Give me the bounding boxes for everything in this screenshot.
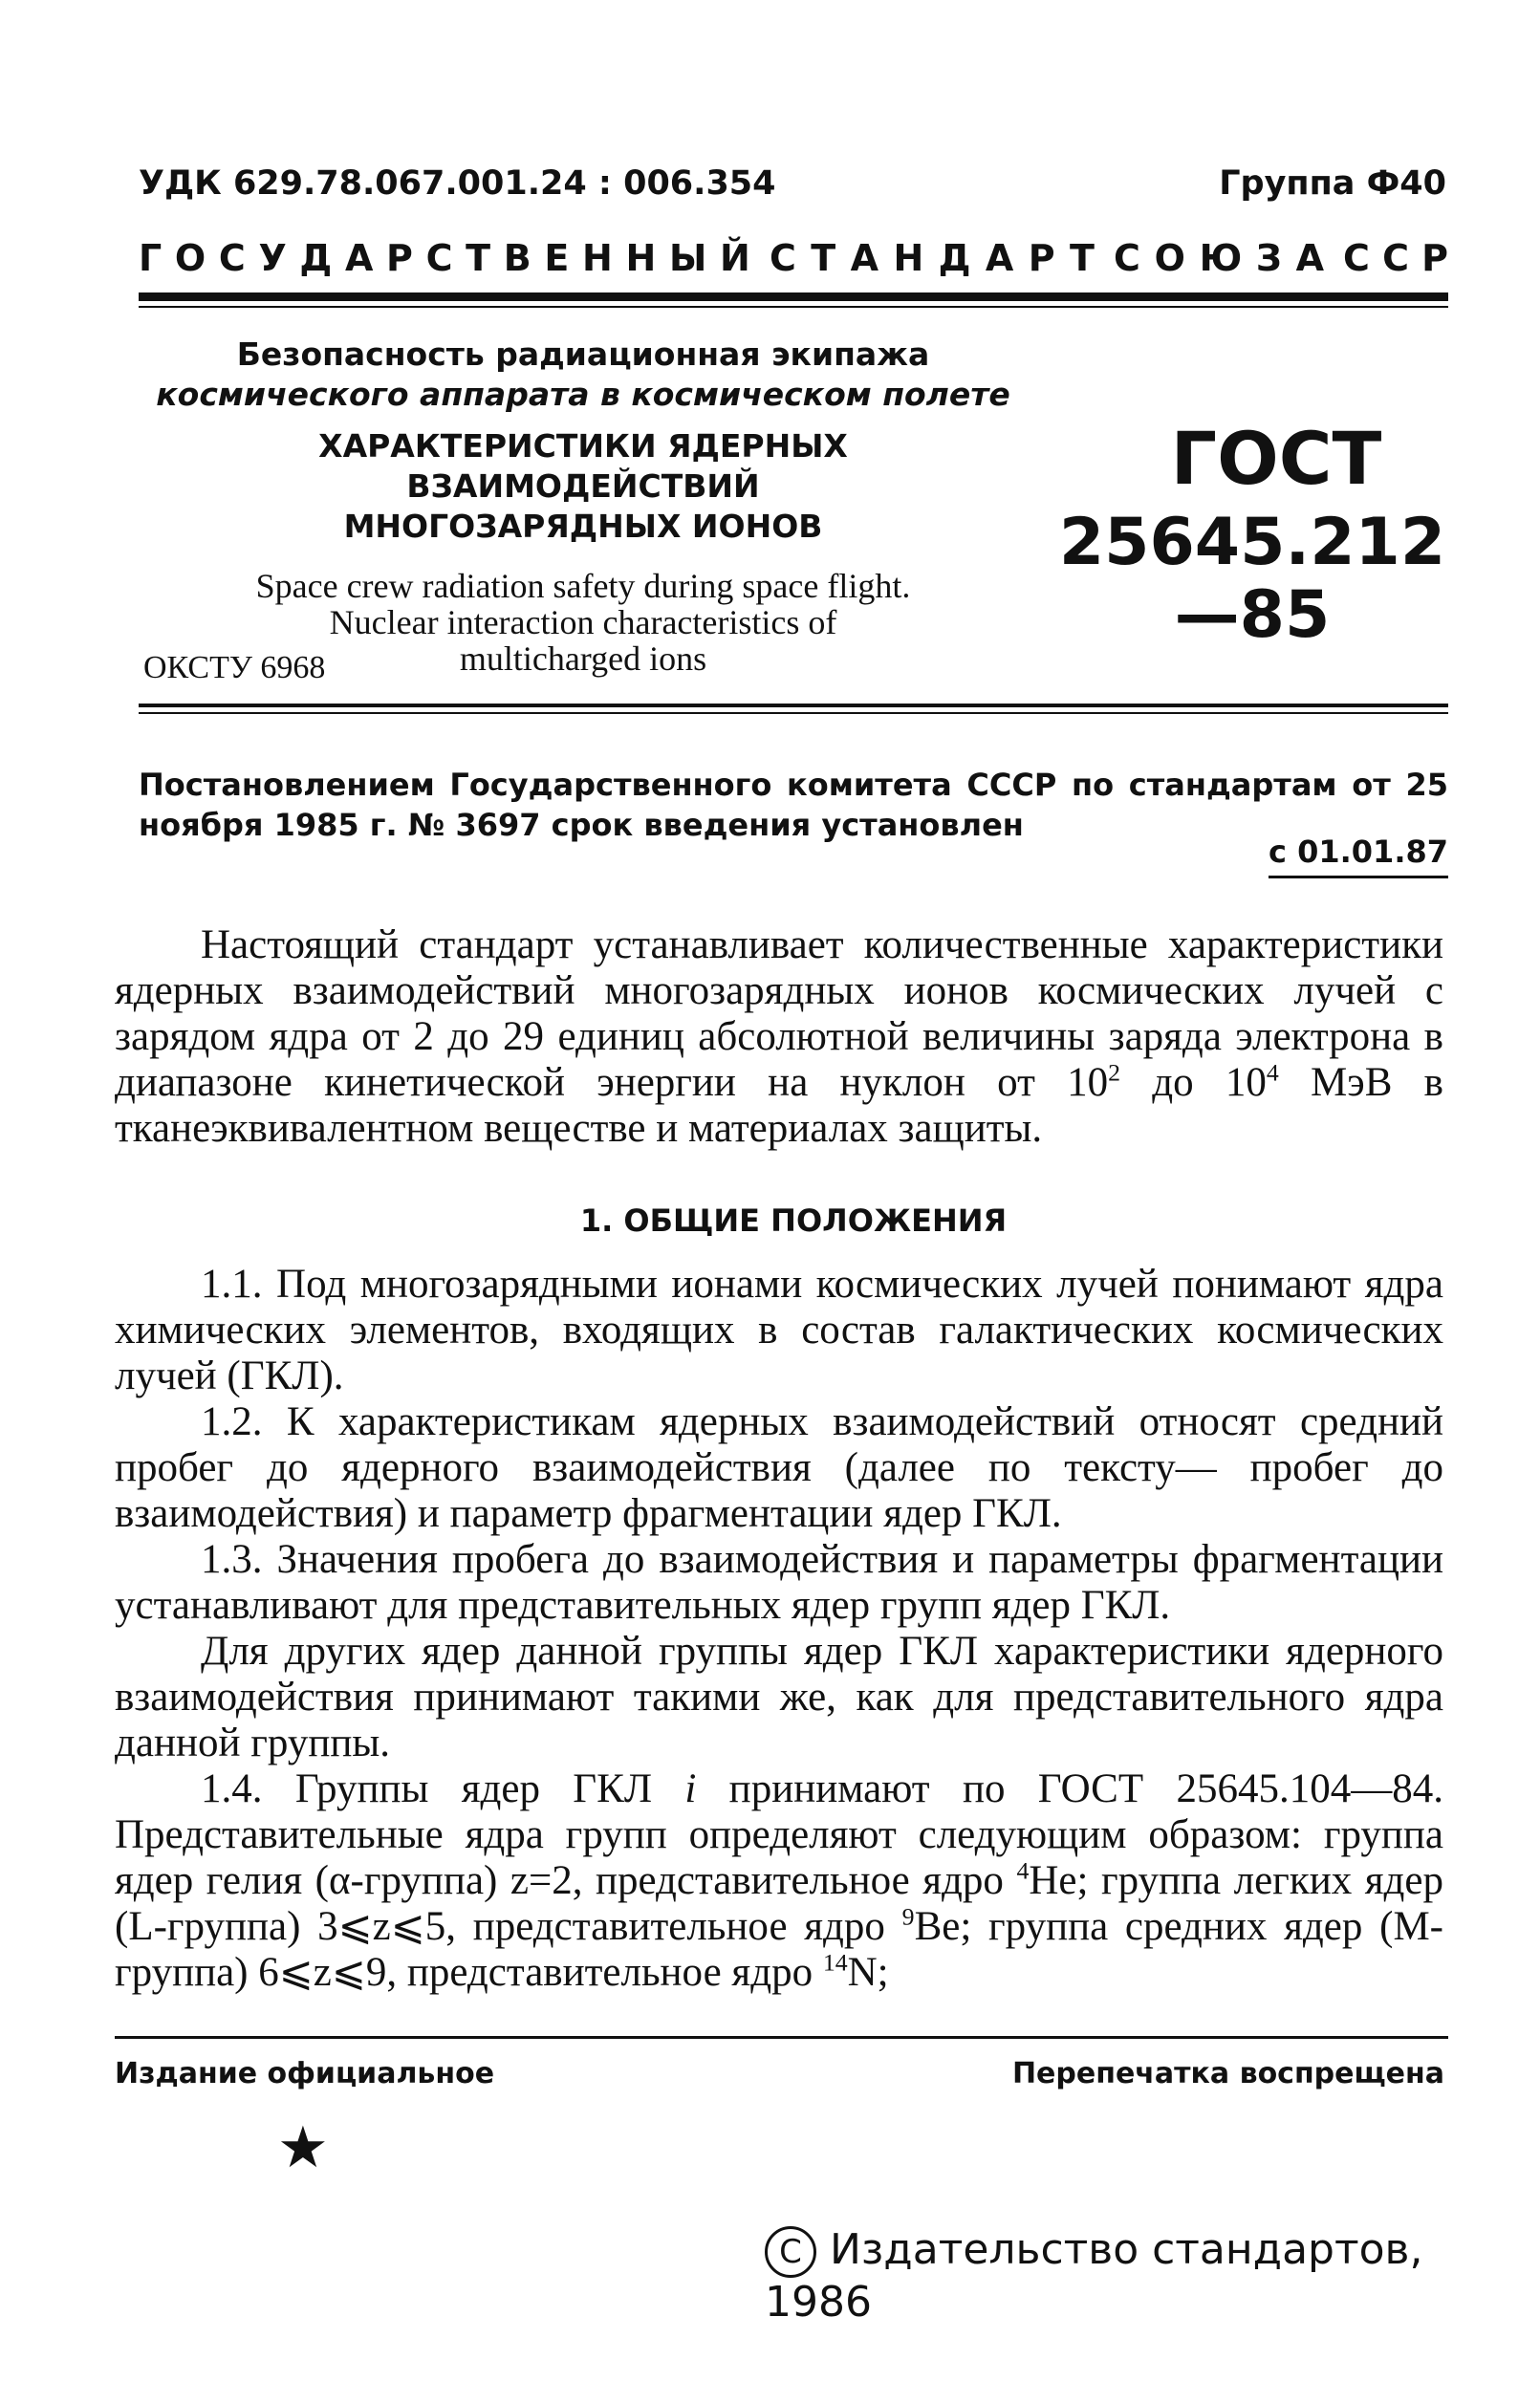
title-ru-line2: космического аппарата в космическом полете — [156, 376, 1010, 413]
header-rule-thin — [139, 306, 1448, 308]
p14-part-b: принимают по ГОСТ 25645.104—84. Представительные ядра групп определяют следующим образом: группа ядер гелия (α-группа) z=2, представительное ядро — [115, 1766, 1443, 1903]
gost-number: 25645.212—85 — [1058, 505, 1446, 653]
intro-energy-from-exp: 2 — [1108, 1058, 1121, 1087]
udk-code: УДК 629.78.067.001.24 : 006.354 — [139, 164, 776, 203]
footer-rule — [115, 2036, 1448, 2039]
intro-text: Настоящий стандарт устанавливает количественные характеристики ядерных взаимодействий многозарядных ионов космических лучей с зарядом ядра от 2 до 29 единиц абсолютной величины заряда электрона в диапазоне кинетической энергии на нуклон от — [115, 922, 1443, 1105]
intro-paragraph — [115, 922, 1443, 1152]
p14-n: N; — [847, 1950, 889, 1995]
p14-be-mass: 9 — [901, 1902, 915, 1931]
footer-reprint-prohibited: Перепечатка воспрещена — [1011, 2057, 1444, 2090]
paragraph-1-2: 1.2. К характеристикам ядерных взаимодействий относят средний пробег до ядерного взаимодействия (далее по тексту— пробег до взаимодействия) и параметр фрагментации ядер ГКЛ. — [115, 1399, 1443, 1536]
title-ru-line4: МНОГОЗАРЯДНЫХ ИОНОВ — [343, 508, 823, 545]
intro-energy-to-exp: 4 — [1266, 1058, 1279, 1087]
title-en-line2: Nuclear interaction characteristics of — [329, 603, 837, 641]
decree-date: с 01.01.87 — [1269, 834, 1448, 878]
section-heading: 1. ОБЩИЕ ПОЛОЖЕНИЯ — [579, 1202, 1008, 1239]
banner-word: С О Ю З А — [1114, 237, 1324, 279]
title-en-line1: Space crew radiation safety during space flight. — [255, 567, 911, 605]
copyright-line — [765, 2225, 1540, 2327]
banner-word: С Т А Н Д А Р Т — [770, 237, 1095, 279]
p14-be: Be; группа средних ядер (M-группа) 6⩽z⩽9, представительное ядро — [115, 1904, 1443, 1995]
title-rule-thin — [139, 712, 1448, 714]
state-standard-banner — [139, 237, 1448, 279]
intro-energy-to: до 10 — [1120, 1060, 1267, 1105]
title-block — [143, 335, 1023, 677]
header-rule-thick — [139, 292, 1448, 301]
banner-word: Г О С У Д А Р С Т В Е Н Н Ы Й — [139, 237, 750, 279]
copyright-icon: C — [765, 2226, 816, 2278]
title-en-line3: multicharged ions — [459, 639, 707, 678]
title-ru-line3: ХАРАКТЕРИСТИКИ ЯДЕРНЫХ ВЗАИМОДЕЙСТВИЙ — [318, 427, 848, 505]
copyright-text: Издательство стандартов, 1986 — [765, 2225, 1423, 2327]
banner-word: С С Р — [1343, 237, 1448, 279]
title-rule-thick — [139, 704, 1448, 707]
footer-official-edition: Издание официальное — [115, 2057, 495, 2090]
title-ru-line1: Безопасность радиационная экипажа — [236, 336, 930, 373]
star-icon: ★ — [277, 2114, 329, 2181]
paragraph-1-4 — [115, 1766, 1443, 1996]
intro-block — [115, 922, 1443, 1152]
p14-index-i: i — [684, 1766, 697, 1811]
p14-part-a: 1.4. Группы ядер ГКЛ — [201, 1766, 685, 1811]
intro-energy-from: 10 — [1067, 1060, 1109, 1105]
paragraph-1-3-cont: Для других ядер данной группы ядер ГКЛ характеристики ядерного взаимодействия принимают такими же, как для представительного ядра данной группы. — [115, 1629, 1443, 1765]
paragraph-1-1: 1.1. Под многозарядными ионами космических лучей понимают ядра химических элементов, входящих в состав галактических космических лучей (ГКЛ). — [115, 1262, 1443, 1398]
group-code: Группа Ф40 — [1219, 164, 1446, 203]
p14-n-mass: 14 — [822, 1948, 848, 1977]
intro-tail-text: МэВ в тканеэквивалентном веществе и материалах защиты. — [115, 1060, 1443, 1151]
decree-text: Постановлением Государственного комитета СССР по стандартам от 25 ноября 1985 г. № 3697 срок введения установлен — [139, 767, 1448, 843]
okstu-code: ОКСТУ 6968 — [143, 650, 326, 685]
p14-he: He; группа легких ядер (L-группа) 3⩽z⩽5, представительное ядро — [115, 1858, 1443, 1949]
section-body — [115, 1262, 1443, 1996]
p14-he-mass: 4 — [1016, 1856, 1030, 1885]
paragraph-1-3: 1.3. Значения пробега до взаимодействия и параметры фрагментации устанавливают для представительных ядер групп ядер ГКЛ. — [115, 1537, 1443, 1628]
gost-label: ГОСТ — [1170, 416, 1382, 501]
